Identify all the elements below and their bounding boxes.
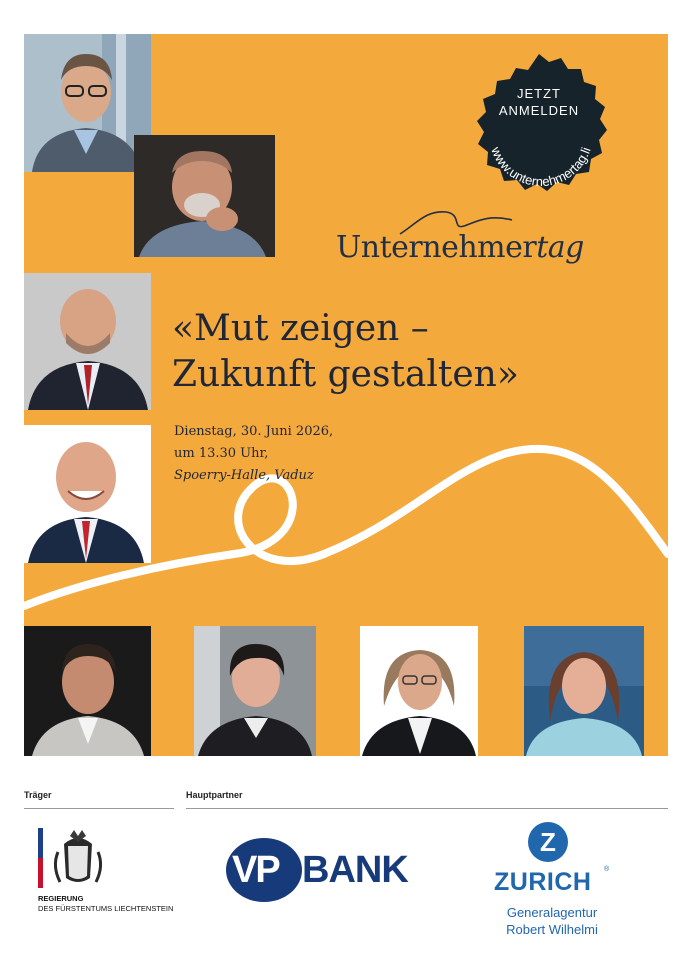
zurich-sub-line-2: Robert Wilhelmi (506, 922, 598, 937)
zurich-sub-line-1: Generalagentur (506, 905, 598, 920)
register-badge[interactable] (459, 48, 619, 208)
traeger-label: Träger (24, 790, 52, 800)
speaker-photo-3 (24, 273, 151, 410)
government-text (38, 894, 173, 914)
hauptpartner-divider (186, 808, 668, 809)
speaker-photo-4 (24, 425, 151, 563)
hauptpartner-label: Hauptpartner (186, 790, 243, 800)
speaker-photo-6 (194, 626, 316, 756)
speaker-portrait-icon (194, 626, 316, 756)
event-details (174, 421, 333, 487)
vp-logo-left: VP (232, 849, 279, 891)
speaker-photo-7 (360, 626, 478, 756)
zurich-agency-text (494, 904, 610, 938)
gov-line-2: DES FÜRSTENTUMS LIECHTENSTEIN (38, 904, 174, 913)
headline-line-1: «Mut zeigen – (172, 308, 429, 349)
headline (172, 306, 652, 398)
speaker-photo-2 (134, 135, 275, 257)
speaker-portrait-icon (134, 135, 275, 257)
zurich-logo[interactable] (490, 822, 620, 942)
event-time: um 13.30 Uhr, (174, 446, 269, 461)
badge-url[interactable]: www.unternehmertag.li (488, 144, 594, 190)
badge-line2: ANMELDEN (498, 103, 580, 118)
event-venue: Spoerry-Halle, Vaduz (174, 468, 314, 483)
badge-line1: JETZT (517, 86, 561, 101)
liechtenstein-coat-of-arms-icon (38, 826, 188, 896)
speaker-portrait-icon (524, 626, 644, 756)
logo-main-text: Unternehmer (336, 230, 537, 265)
logo-italic-text: tag (536, 230, 584, 265)
headline-line-2: Zukunft gestalten» (172, 354, 519, 395)
speaker-photo-1 (24, 34, 151, 172)
event-date: Dienstag, 30. Juni 2026, (174, 424, 334, 439)
gov-line-1: REGIERUNG (38, 894, 84, 903)
speaker-portrait-icon (360, 626, 478, 756)
speaker-portrait-icon (24, 34, 151, 172)
traeger-divider (24, 808, 174, 809)
unternehmertag-logo (336, 204, 596, 274)
speaker-photo-5 (24, 626, 151, 756)
zurich-name: ZURICH (494, 868, 592, 896)
vp-bank-logo[interactable] (226, 838, 436, 902)
badge-scalloped-shape (477, 54, 607, 191)
speaker-portrait-icon (24, 626, 151, 756)
zurich-emblem-icon: Z (528, 822, 568, 862)
event-poster (24, 34, 668, 756)
speaker-photo-8 (524, 626, 644, 756)
vp-logo-right: BANK (302, 849, 408, 891)
speaker-portrait-icon (24, 273, 151, 410)
speaker-portrait-icon (24, 425, 151, 563)
zurich-registered-mark: ® (604, 866, 610, 873)
